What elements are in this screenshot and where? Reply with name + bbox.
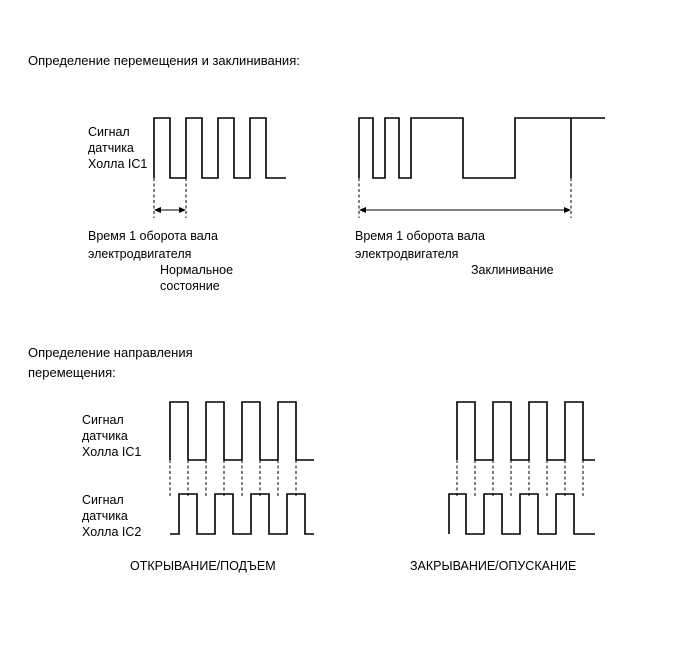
revolution-time-label-jam-line1: Время 1 оборота вала <box>355 229 485 243</box>
state-normal-label-line2: состояние <box>160 279 220 293</box>
hall-ic1-label-open-line3: Холла IC1 <box>82 445 142 459</box>
hall-ic2-label-open-line2: датчика <box>82 509 128 523</box>
state-jam-label: Заклинивание <box>471 263 554 277</box>
waveform-close-ic1-ic2 <box>445 398 645 558</box>
waveform-open-ic1-ic2 <box>164 398 364 558</box>
hall-ic1-label-open-line2: датчика <box>82 429 128 443</box>
revolution-time-label-line1: Время 1 оборота вала <box>88 229 218 243</box>
hall-ic1-label-line2: датчика <box>88 141 134 155</box>
hall-ic2-label-open-line3: Холла IC2 <box>82 525 142 539</box>
hall-ic2-label-open-line1: Сигнал <box>82 493 124 507</box>
hall-ic1-label-open-line1: Сигнал <box>82 413 124 427</box>
section-title-movement-jam: Определение перемещения и заклинивания: <box>28 53 300 68</box>
hall-ic1-label-line1: Сигнал <box>88 125 130 139</box>
revolution-time-label-line2: электродвигателя <box>88 247 192 261</box>
direction-open-caption: ОТКРЫВАНИЕ/ПОДЪЕМ <box>130 559 276 573</box>
section-title-direction-line2: перемещения: <box>28 365 116 380</box>
direction-close-caption: ЗАКРЫВАНИЕ/ОПУСКАНИЕ <box>410 559 577 573</box>
revolution-time-label-jam-line2: электродвигателя <box>355 247 459 261</box>
hall-ic1-label-line3: Холла IC1 <box>88 157 148 171</box>
state-normal-label-line1: Нормальное <box>160 263 234 277</box>
section-title-direction-line1: Определение направления <box>28 345 193 360</box>
